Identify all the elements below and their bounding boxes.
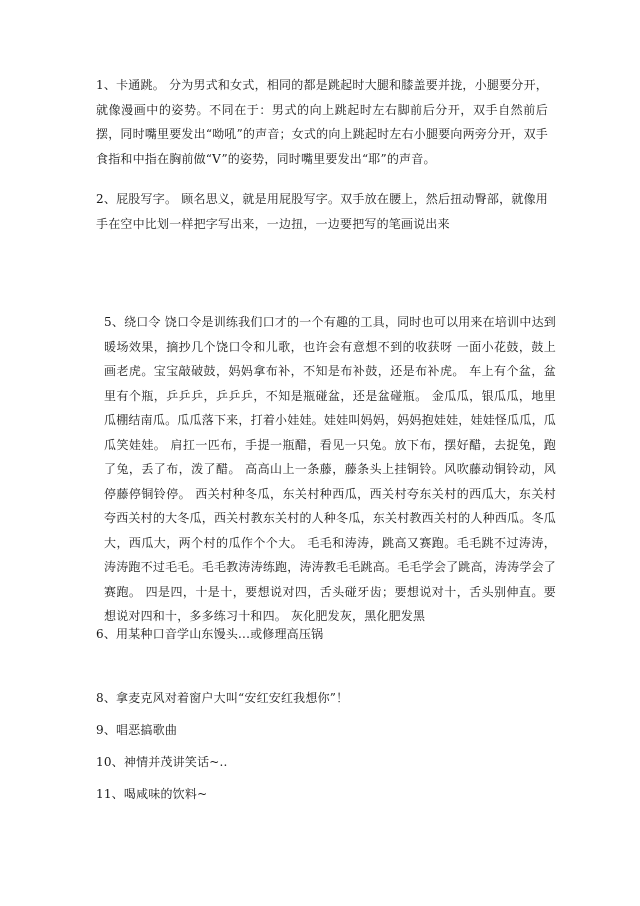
paragraph-tongue-twisters: 5、绕口令 饶口令是训练我们口才的一个有趣的工具，同时也可以用来在培训中达到暖场效果，摘抄几个饶口令和儿歌，也许会有意想不到的收获呀 一面小花鼓，鼓上画老虎。宝宝敲破鼓，妈妈拿布补，不知是布补鼓，还是布补虎。 车上有个盆，盆里有个瓶，乒乒乒，乒乒乒，不知是瓶碰盆，还是盆碰瓶。 金瓜瓜，银瓜瓜，地里瓜棚结南瓜。瓜瓜落下来，打着小娃娃。娃娃叫妈妈，妈妈抱娃娃，娃娃怪瓜瓜，瓜瓜笑娃娃。 肩扛一匹布，手提一瓶醋，看见一只兔。放下布，摆好醋，去捉兔，跑了兔，丢了布，泼了醋。 高高山上一条藤，藤条头上挂铜铃。风吹藤动铜铃动，风停藤停铜铃停。 西关村种冬瓜，东关村种西瓜，西关村夸东关村的西瓜大，东关村夸西关村的大冬瓜，西关村教东关村的人种冬瓜，东关村教西关村的人种西瓜。冬瓜大，西瓜大，两个村的瓜作个个大。 毛毛和涛涛，跳高又赛跑。毛毛跳不过涛涛，涛涛跑不过毛毛。毛毛教涛涛练跑，涛涛教毛毛跳高。毛毛学会了跳高，涛涛学会了赛跑。 四是四，十是十，要想说对四，舌头碰牙齿；要想说对十，舌头别伸直。要想说对四和十，多多练习十和四。 灰化肥发灰，黑化肥发黑 bbox=[104, 315, 556, 623]
paragraph-tell-joke: 10、神情并茂讲笑话~.. bbox=[96, 755, 228, 769]
paragraph-parody-song: 9、唱恶搞歌曲 bbox=[96, 723, 178, 737]
paragraph-microphone-shout: 8、拿麦克风对着窗户大叫“安红安红我想你”！ bbox=[96, 691, 349, 705]
paragraph-accent-imitation: 6、用某种口音学山东馒头...或修理高压锅 bbox=[96, 627, 324, 641]
paragraph-butt-writing: 2、屁股写字。 顾名思义，就是用屁股写字。双手放在腰上，然后扭动臀部，就像用手在空中比划一样把字写出来，一边扭，一边要把写的笔画说出来 bbox=[96, 192, 548, 231]
paragraph-salty-drink: 11、喝咸味的饮料~ bbox=[96, 787, 208, 801]
paragraph-cartoon-jump: 1、卡通跳。 分为男式和女式，相同的都是跳起时大腿和膝盖要并拢，小腿要分开，就像漫画中的姿势。不同在于：男式的向上跳起时左右脚前后分开，双手自然前后摆，同时嘴里要发出“呦吼”的声音；女式的向上跳起时左右小腿要向两旁分开，双手食指和中指在胸前做“V”的姿势，同时嘴里要发出“耶”的声音。 bbox=[96, 78, 548, 166]
